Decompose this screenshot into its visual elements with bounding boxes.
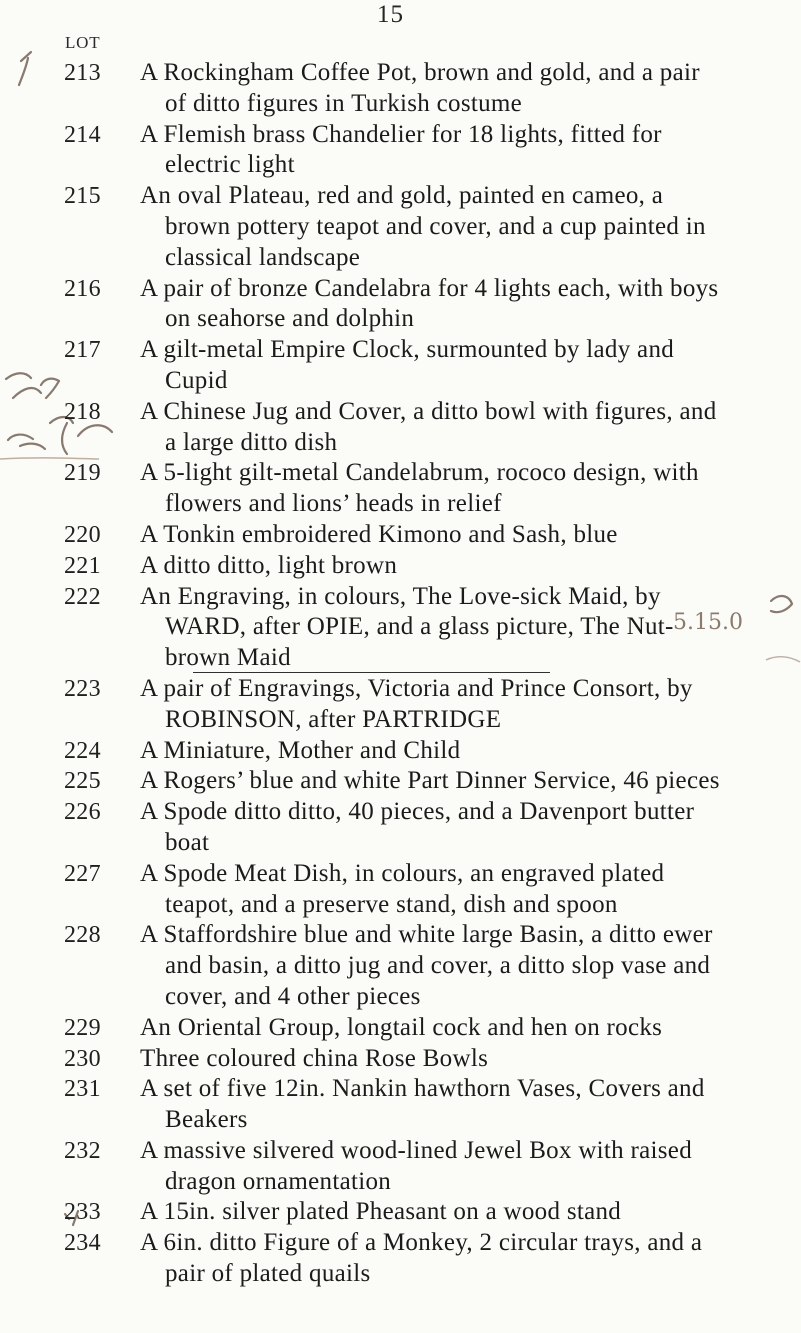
lot-number: 230 [64, 1045, 101, 1072]
page-number: 15 [377, 1, 404, 28]
lot-entry [64, 458, 724, 520]
handwritten-price-note: 5.15.0 [673, 610, 743, 635]
lot-number: 214 [64, 121, 101, 148]
lot-description: Three coloured china Rose Bowls [140, 1044, 489, 1072]
lot-description: An Oriental Group, longtail cock and hen on rocks [140, 1013, 663, 1041]
lot-number: 215 [64, 183, 101, 210]
lot-number: 228 [64, 922, 101, 949]
lot-description: A Flemish brass Chandelier for 18 lights, fitted for electric light [140, 120, 662, 179]
lot-description: A Spode Meat Dish, in colours, an engraved plated teapot, and a preserve stand, dish and spoon [140, 859, 665, 918]
lot-entry [64, 274, 724, 336]
lot-entry [64, 120, 724, 182]
lot-description: A Miniature, Mother and Child [140, 736, 461, 764]
lot-number: 220 [64, 521, 101, 548]
lot-entry [64, 797, 724, 859]
lot-entry [64, 58, 724, 120]
lot-description: A Rogers’ blue and white Part Dinner Service, 46 pieces [140, 767, 720, 795]
lot-entry [64, 520, 724, 551]
lot-number: 213 [64, 60, 101, 86]
lot-number: 224 [64, 737, 101, 764]
lot-description: An oval Plateau, red and gold, painted en cameo, a brown pottery teapot and cover, and a cup painted in classical landscape [140, 182, 706, 271]
lot-description: A pair of bronze Candelabra for 4 lights each, with boys on seahorse and dolphin [140, 274, 719, 333]
lot-description: A Spode ditto ditto, 40 pieces, and a Davenport butter boat [140, 798, 695, 856]
lot-entry [64, 766, 724, 797]
lot-description: A 6in. ditto Figure of a Monkey, 2 circular trays, and a pair of plated quails [140, 1229, 703, 1288]
lot-number: 234 [64, 1230, 101, 1257]
lot-number: 218 [64, 398, 101, 425]
lot-number: 221 [64, 552, 101, 579]
lot-column-heading: LOT [65, 33, 101, 52]
lot-entry [64, 181, 724, 273]
lot-description: A Staffordshire blue and white large Basin, a ditto ewer and basin, a ditto jug and cover, a ditto slop vase and cover, and 4 other pieces [140, 921, 713, 1010]
lot-entry [64, 859, 724, 921]
lot-number: 229 [64, 1014, 101, 1041]
lot-description: A ditto ditto, light brown [140, 551, 398, 579]
lot-number: 226 [64, 799, 101, 826]
lot-entry [64, 1228, 724, 1290]
lot-number: 232 [64, 1137, 101, 1164]
lot-number: 219 [64, 460, 101, 487]
lot-entry [64, 920, 724, 1012]
lot-number: 223 [64, 675, 101, 702]
lot-description: A massive silvered wood-lined Jewel Box with raised dragon ornamentation [140, 1136, 693, 1195]
lot-number: 233 [64, 1199, 101, 1226]
lot-number: 222 [64, 583, 101, 610]
lot-entry [64, 1197, 724, 1228]
lot-entry [64, 551, 724, 582]
lot-number: 227 [64, 860, 101, 887]
lot-description: A Chinese Jug and Cover, a ditto bowl with figures, and a large ditto dish [140, 397, 717, 456]
lot-entry [64, 736, 724, 767]
lot-number: 217 [64, 337, 101, 364]
lot-number: 225 [64, 768, 101, 795]
lot-number: 231 [64, 1076, 101, 1103]
lot-entry [64, 1013, 724, 1044]
lot-entry [64, 397, 724, 459]
lot-entry [64, 1044, 724, 1075]
lot-description: A 15in. silver plated Pheasant on a wood stand [140, 1198, 622, 1226]
lot-description: A pair of Engravings, Victoria and Prince Consort, by ROBINSON, after PARTRIDGE [140, 674, 693, 733]
lot-description: A Tonkin embroidered Kimono and Sash, blue [140, 520, 618, 548]
lot-description: A Rockingham Coffee Pot, brown and gold, and a pair of ditto figures in Turkish costume [140, 59, 700, 117]
lot-entry [64, 335, 724, 397]
lot-entry [64, 1074, 724, 1136]
lot-number: 216 [64, 275, 101, 302]
lot-entry [64, 1136, 724, 1198]
lot-description: A gilt-metal Empire Clock, surmounted by lady and Cupid [140, 336, 675, 394]
lot-description: An Engraving, in colours, The Love-sick Maid, by WARD, after OPIE, and a glass picture, The Nut-brown Maid [140, 582, 674, 672]
lot-list [64, 58, 724, 1290]
lot-entry [64, 674, 724, 736]
lot-description: A set of five 12in. Nankin hawthorn Vases, Covers and Beakers [140, 1075, 705, 1134]
lot-description: A 5-light gilt-metal Candelabrum, rococo design, with flowers and lions’ heads in relief [140, 459, 699, 518]
lot-entry [64, 582, 724, 674]
